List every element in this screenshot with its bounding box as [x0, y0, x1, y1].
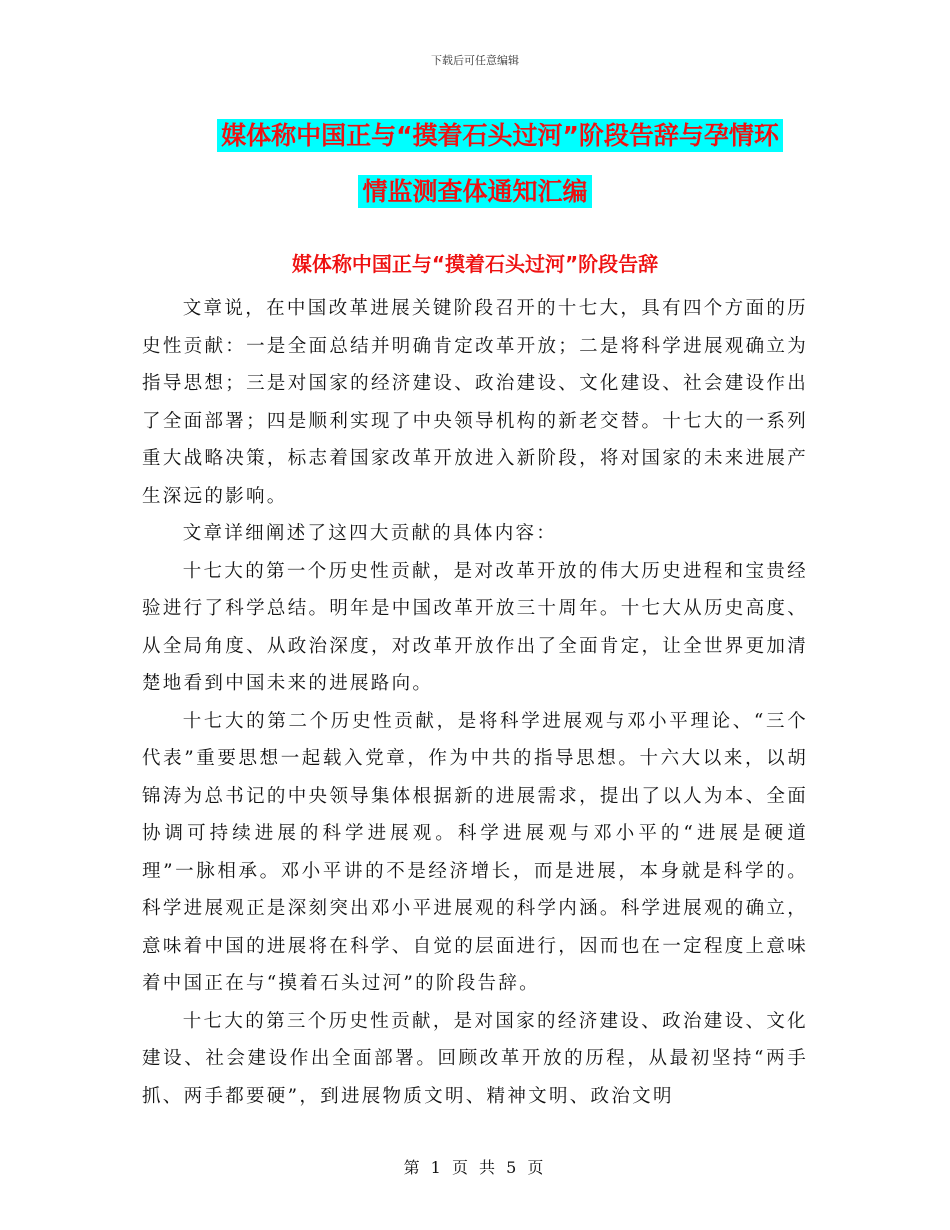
page-number: 第 1 页 共 5 页	[403, 1158, 547, 1177]
paragraph-3: 十七大的第一个历史性贡献，是对改革开放的伟大历史进程和宝贵经验进行了科学总结。明年是中国改革开放三十周年。十七大从历史高度、从全局角度、从政治深度，对改革开放作出了全面肯定，让全世界更加清楚地看到中国未来的进展路向。	[142, 560, 808, 694]
document-title	[0, 108, 950, 220]
title-line-1-text: 媒体称中国正与“摸着石头过河”阶段告辞与孕情环	[217, 119, 783, 152]
title-line-2	[0, 164, 950, 220]
title-line-1	[0, 108, 950, 164]
paragraph-2: 文章详细阐述了这四大贡献的具体内容：	[182, 523, 558, 544]
page-header-note: 下载后可任意编辑	[431, 54, 519, 67]
paragraph-5: 十七大的第三个历史性贡献，是对国家的经济建设、政治建设、文化建设、社会建设作出全面部署。回顾改革开放的历程，从最初坚持“两手抓、两手都要硬”，到进展物质文明、精神文明、政治文明	[142, 1010, 808, 1107]
paragraph-1: 文章说，在中国改革进展关键阶段召开的十七大，具有四个方面的历史性贡献：一是全面总结并明确肯定改革开放；二是将科学进展观确立为指导思想；三是对国家的经济建设、政治建设、文化建设、社会建设作出了全面部署；四是顺利实现了中央领导机构的新老交替。十七大的一系列重大战略决策，标志着国家改革开放进入新阶段，将对国家的未来进展产生深远的影响。	[142, 298, 808, 507]
title-line-2-text: 情监测查体通知汇编	[358, 175, 591, 208]
article-heading: 媒体称中国正与“摸着石头过河”阶段告辞	[291, 252, 659, 276]
article-body	[142, 290, 808, 1115]
paragraph-4: 十七大的第二个历史性贡献，是将科学进展观与邓小平理论、“三个代表”重要思想一起载入党章，作为中共的指导思想。十六大以来，以胡锦涛为总书记的中央领导集体根据新的进展需求，提出了以人为本、全面协调可持续进展的科学进展观。科学进展观与邓小平的“进展是硬道理”一脉相承。邓小平讲的不是经济增长，而是进展，本身就是科学的。科学进展观正是深刻突出邓小平进展观的科学内涵。科学进展观的确立，意味着中国的进展将在科学、自觉的层面进行，因而也在一定程度上意味着中国正在与“摸着石头过河”的阶段告辞。	[142, 710, 808, 994]
